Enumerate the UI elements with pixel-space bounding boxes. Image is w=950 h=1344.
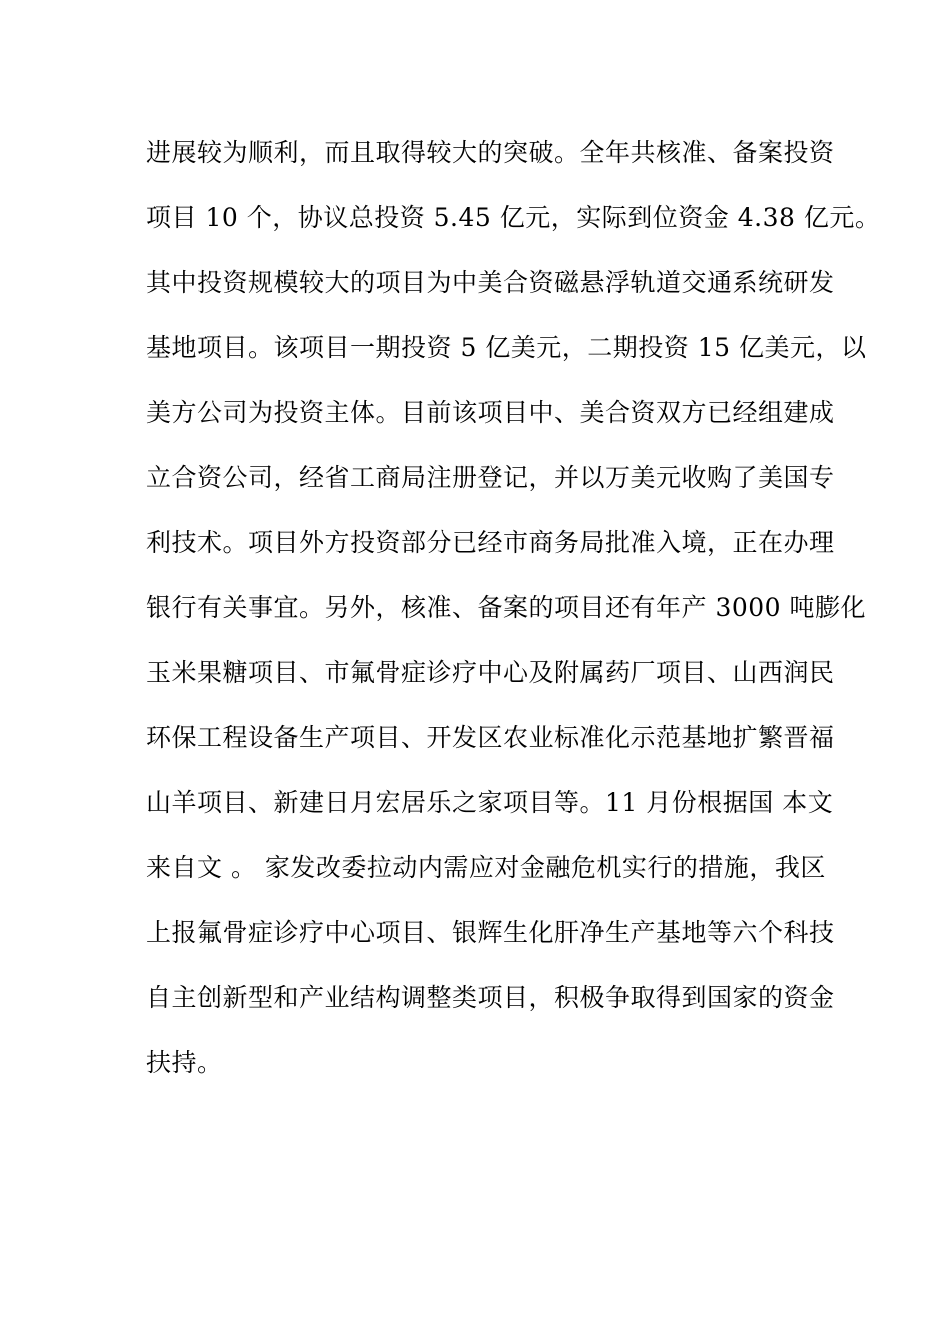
text-line: 项目 10 个，协议总投资 5.45 亿元，实际到位资金 4.38 亿元。 (146, 203, 881, 232)
text-line: 其中投资规模较大的项目为中美合资磁悬浮轨道交通系统研发 (146, 268, 835, 297)
text-line: 山羊项目、新建日月宏居乐之家项目等。11 月份根据国 本文 (146, 788, 834, 817)
text-line: 自主创新型和产业结构调整类项目，积极争取得到国家的资金 (146, 983, 835, 1012)
text-line: 环保工程设备生产项目、开发区农业标准化示范基地扩繁晋福 (146, 723, 835, 752)
text-line: 进展较为顺利，而且取得较大的突破。全年共核准、备案投资 (146, 138, 835, 167)
text-line: 立合资公司，经省工商局注册登记，并以万美元收购了美国专 (146, 463, 835, 492)
text-line: 扶持。 (146, 1048, 223, 1077)
text-line: 玉米果糖项目、市氟骨症诊疗中心及附属药厂项目、山西润民 (146, 658, 835, 687)
text-line: 银行有关事宜。另外，核准、备案的项目还有年产 3000 吨膨化 (146, 593, 867, 622)
text-line: 利技术。项目外方投资部分已经市商务局批准入境，正在办理 (146, 528, 835, 557)
text-line: 上报氟骨症诊疗中心项目、银辉生化肝净生产基地等六个科技 (146, 918, 835, 947)
text-line: 美方公司为投资主体。目前该项目中、美合资双方已经组建成 (146, 398, 835, 427)
body-paragraph (146, 127, 881, 1102)
text-line: 基地项目。该项目一期投资 5 亿美元，二期投资 15 亿美元，以 (146, 333, 867, 362)
text-line: 来自文 。 家发改委拉动内需应对金融危机实行的措施，我区 (146, 853, 826, 882)
